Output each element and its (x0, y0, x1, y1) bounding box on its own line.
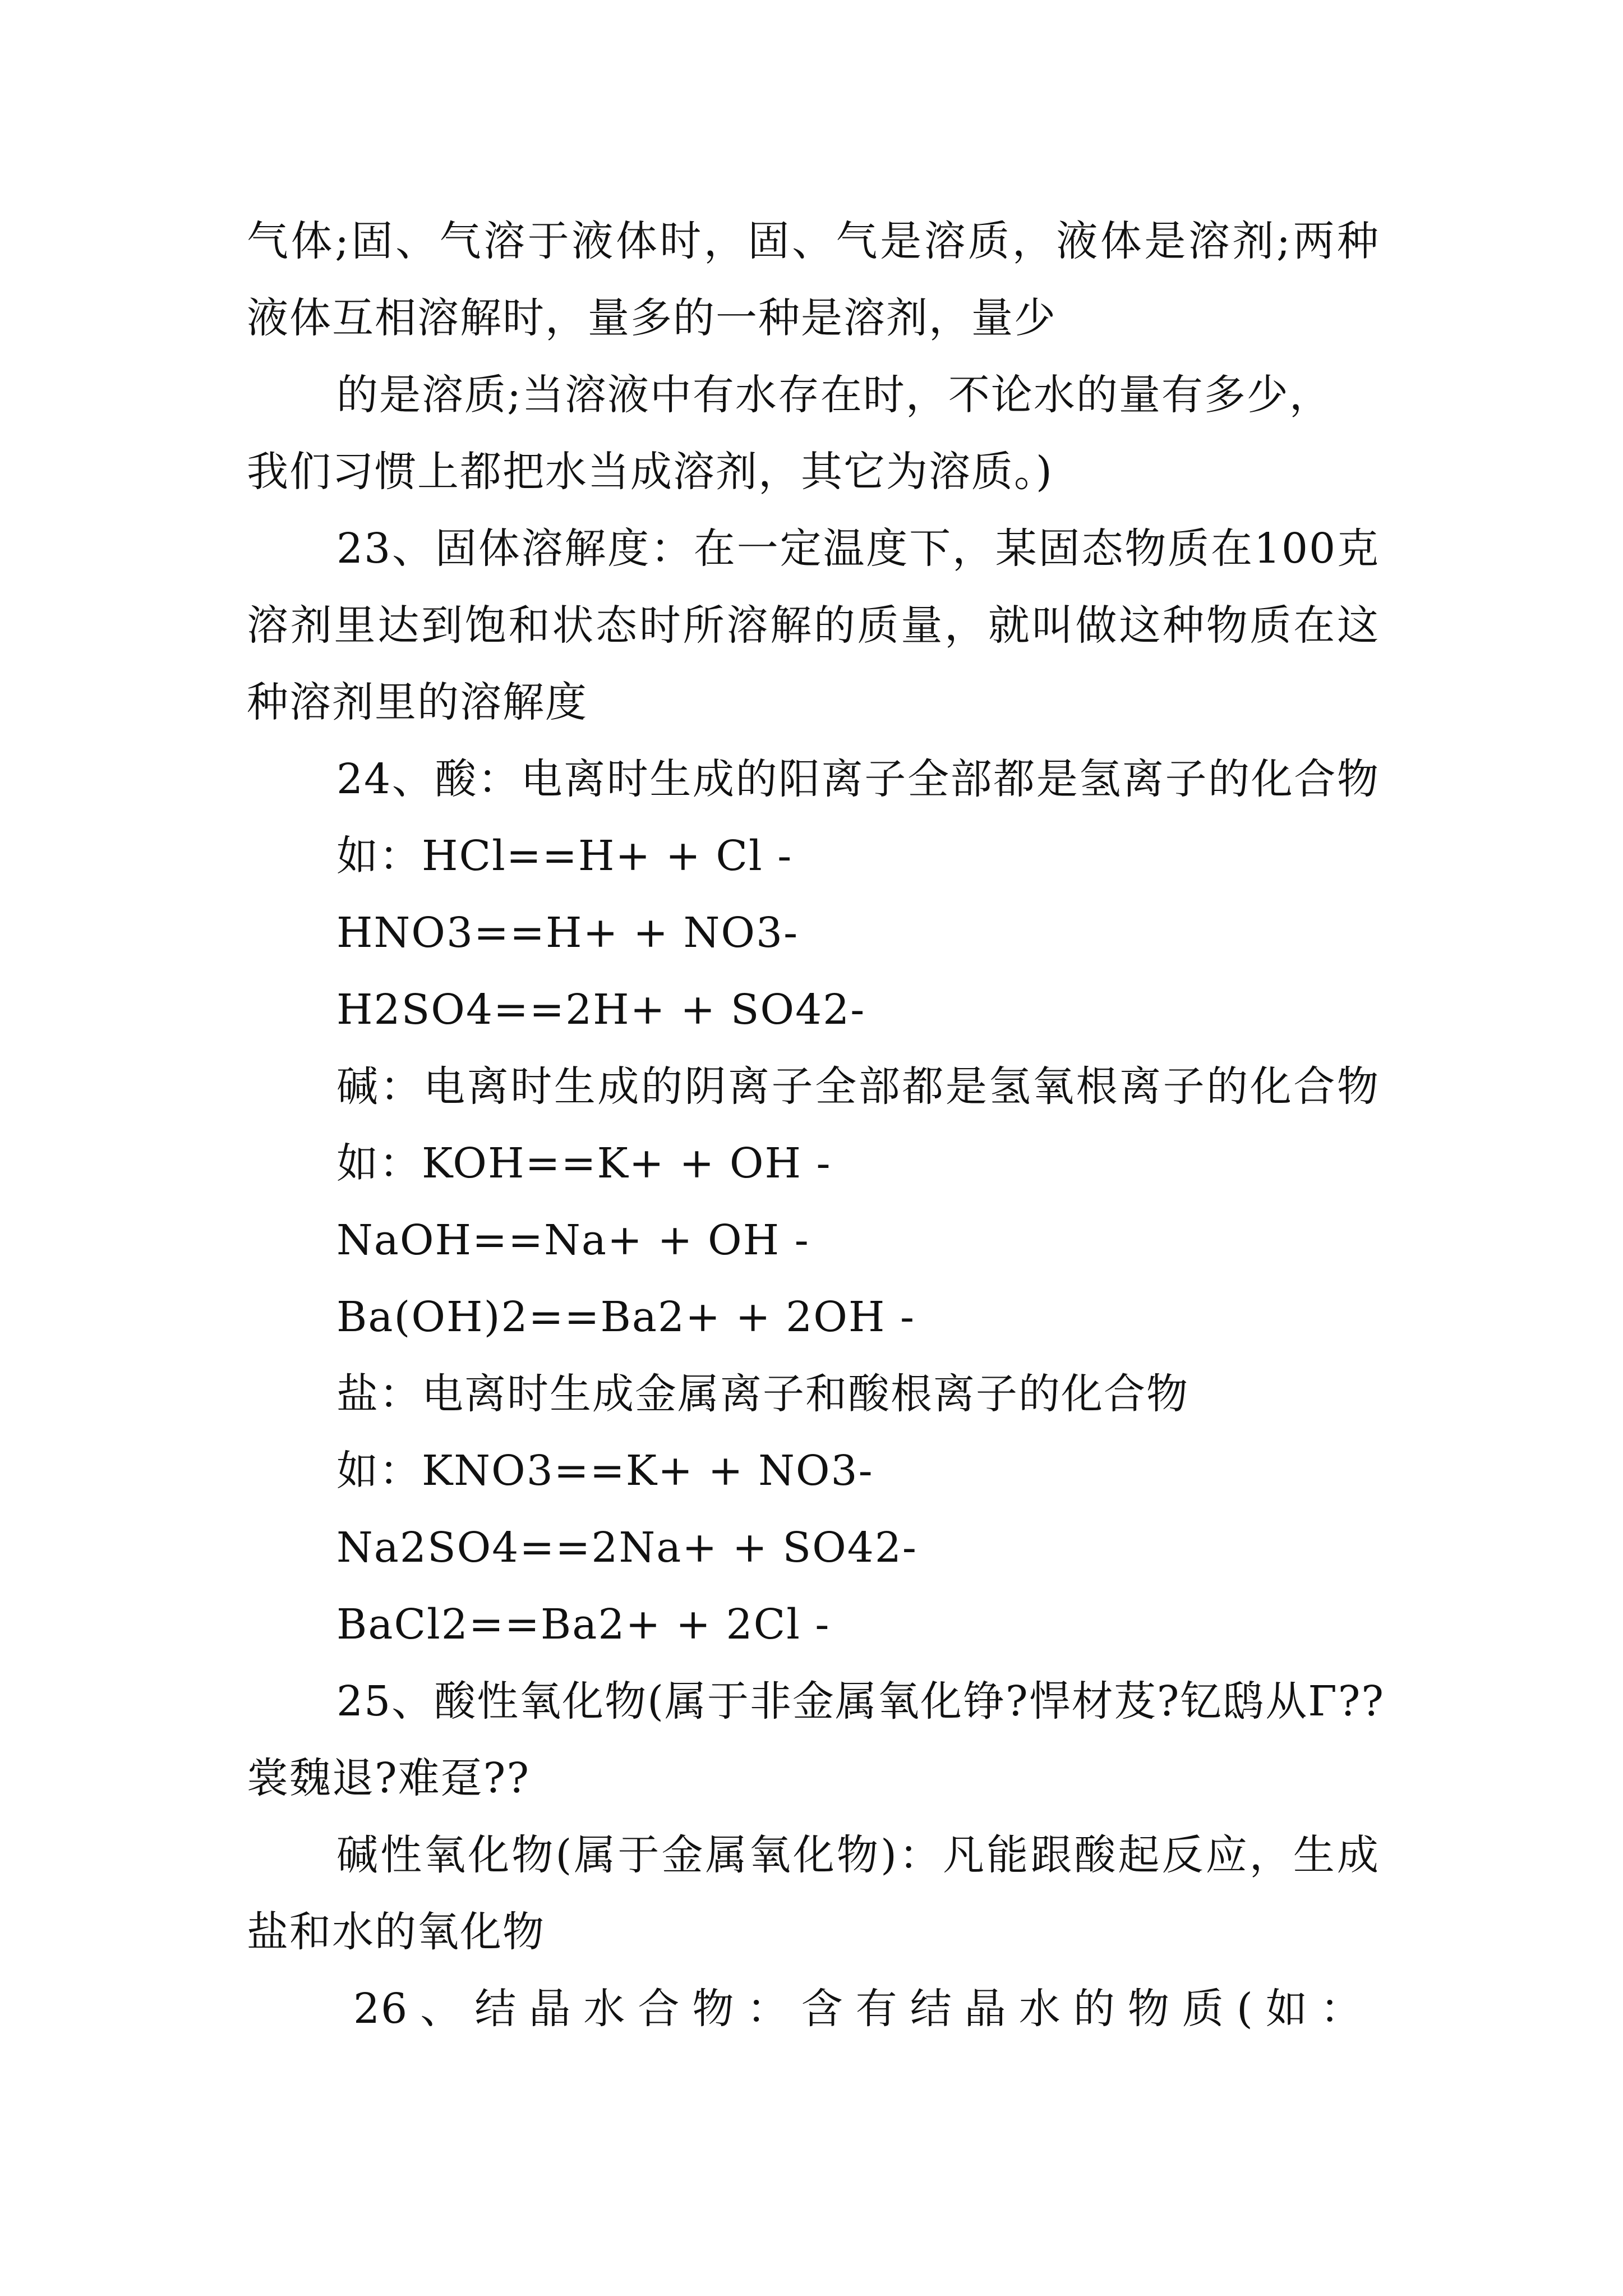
text-line: 气体;固、气溶于液体时，固、气是溶质，液体是溶剂;两种 (247, 217, 1380, 265)
text-line: BaCl2==Ba2+ + 2Cl - (336, 1600, 831, 1649)
text-line: Ba(OH)2==Ba2+ + 2OH - (336, 1293, 915, 1341)
text-line: 碱性氧化物(属于金属氧化物)：凡能跟酸起反应，生成 (336, 1831, 1380, 1879)
text-line: 24、酸：电离时生成的阳离子全部都是氢离子的化合物 (336, 755, 1380, 803)
text-line: 如：KNO3==K+ + NO3- (336, 1447, 874, 1495)
text-line: 裳魏退?难趸?? (247, 1754, 531, 1802)
text-line: 25、酸性氧化物(属于非金属氧化铮?悍材芨?钇鸱从Γ?? (336, 1677, 1385, 1726)
text-line: 的是溶质;当溶液中有水存在时，不论水的量有多少， (336, 371, 1332, 419)
text-line: 盐：电离时生成金属离子和酸根离子的化合物 (336, 1370, 1189, 1418)
text-line: 盐和水的氧化物 (247, 1908, 545, 1956)
text-line: NaOH==Na+ + OH - (336, 1216, 810, 1264)
text-line: 种溶剂里的溶解度 (247, 678, 588, 726)
text-line: 溶剂里达到饱和状态时所溶解的质量，就叫做这种物质在这 (247, 601, 1380, 650)
text-line: H2SO4==2H+ + SO42- (336, 986, 866, 1034)
text-line: 如：KOH==K+ + OH - (336, 1139, 832, 1188)
text-line: 我们习惯上都把水当成溶剂，其它为溶质。) (247, 448, 1053, 496)
text-line: HNO3==H+ + NO3- (336, 909, 799, 957)
text-line: 碱：电离时生成的阴离子全部都是氢氧根离子的化合物 (336, 1062, 1380, 1111)
text-line: 如：HCl==H+ + Cl - (336, 832, 793, 880)
text-line: 液体互相溶解时，量多的一种是溶剂，量少 (247, 294, 1057, 342)
text-line: 26、结晶水合物：含有结晶水的物质(如： (353, 1985, 1363, 2033)
text-line: Na2SO4==2Na+ + SO42- (336, 1524, 917, 1572)
text-line: 23、固体溶解度：在一定温度下，某固态物质在100克 (336, 524, 1380, 573)
